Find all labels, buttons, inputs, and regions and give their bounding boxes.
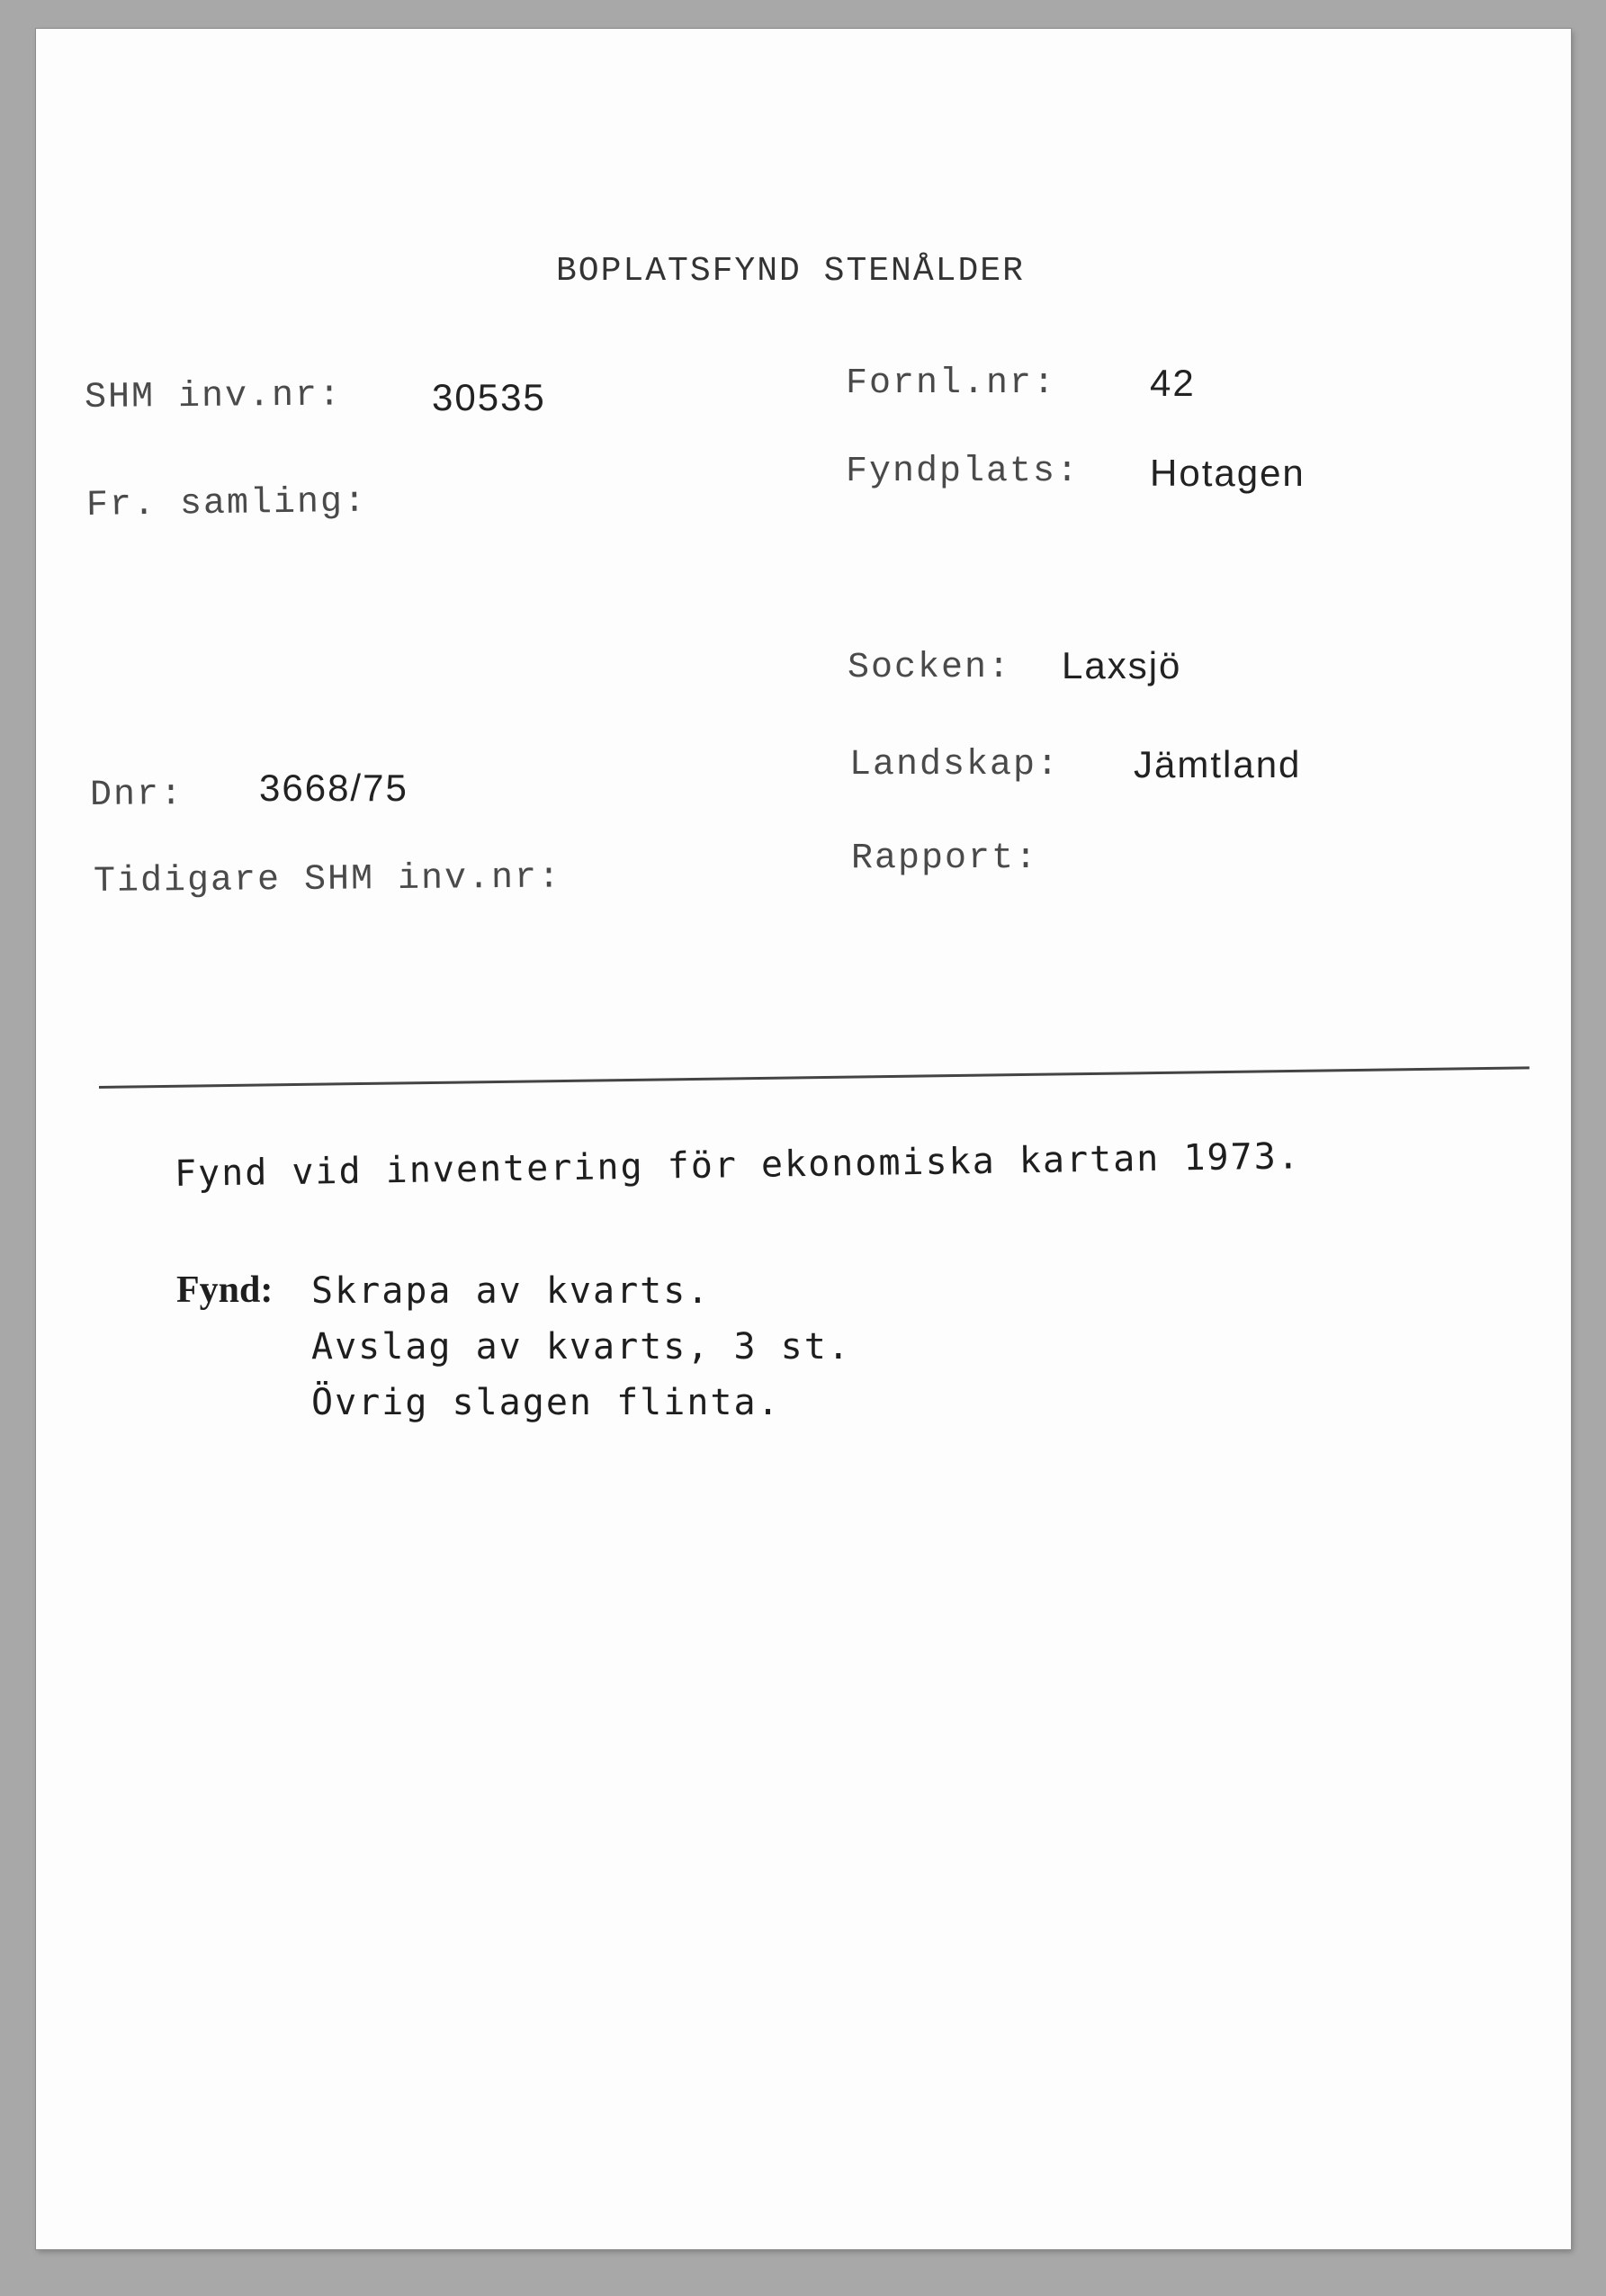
shm-inv-nr-value: 30535 bbox=[432, 376, 546, 418]
dnr-value: 3668/75 bbox=[259, 767, 408, 809]
landskap-value: Jämtland bbox=[1134, 743, 1302, 785]
catalog-card bbox=[36, 29, 1571, 2249]
description-text: Fynd vid inventering för ekonomiska kartan 1973. bbox=[174, 1135, 1302, 1195]
fyndplats-label: Fyndplats: bbox=[846, 452, 1081, 492]
landskap-label: Landskap: bbox=[849, 745, 1061, 785]
list-item: Avslag av kvarts, 3 st. bbox=[311, 1326, 851, 1368]
finds-list bbox=[311, 1263, 851, 1431]
socken-value: Laxsjö bbox=[1062, 644, 1182, 686]
socken-label: Socken: bbox=[848, 648, 1012, 688]
list-item: Skrapa av kvarts. bbox=[311, 1270, 711, 1312]
fornl-nr-value: 42 bbox=[1150, 362, 1196, 404]
dnr-label: Dnr: bbox=[89, 775, 184, 816]
shm-inv-nr-label: SHM inv.nr: bbox=[84, 375, 343, 418]
finds-label: Fynd: bbox=[176, 1269, 274, 1311]
rapport-label: Rapport: bbox=[851, 839, 1039, 879]
fyndplats-value: Hotagen bbox=[1150, 452, 1305, 494]
list-item: Övrig slagen flinta. bbox=[311, 1382, 781, 1423]
card-title: BOPLATSFYND STENÅLDER bbox=[556, 252, 1025, 291]
fr-samling-label: Fr. samling: bbox=[85, 481, 368, 526]
tidigare-shm-inv-nr-label: Tidigare SHM inv.nr: bbox=[93, 857, 562, 902]
fornl-nr-label: Fornl.nr: bbox=[846, 363, 1057, 404]
divider-line bbox=[99, 1066, 1530, 1089]
